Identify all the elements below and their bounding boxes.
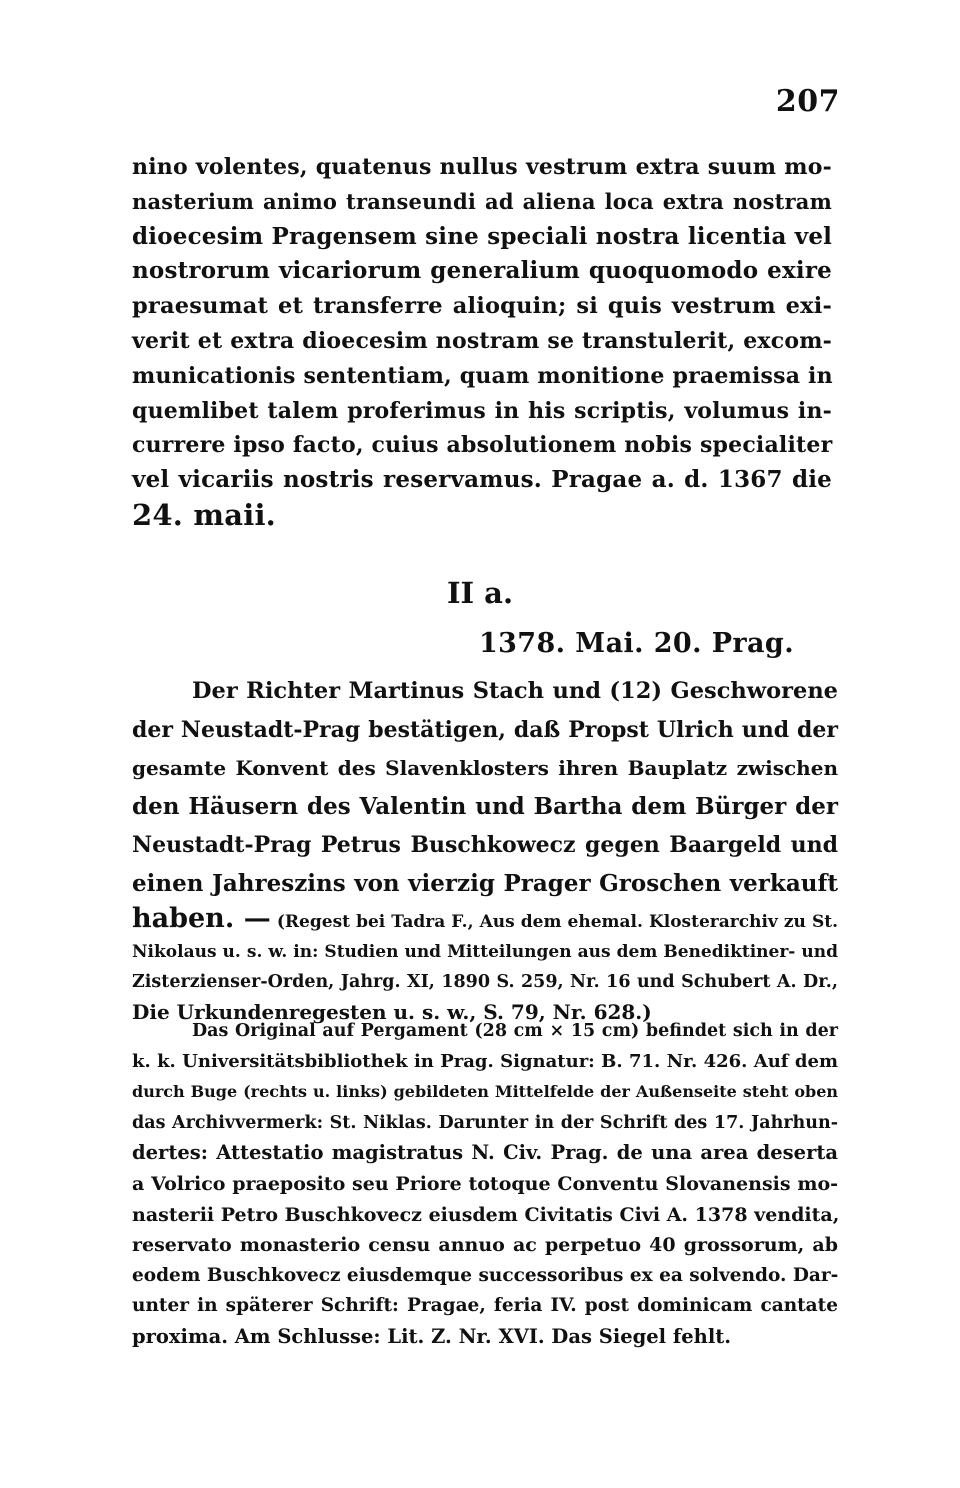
regest-reference-line <box>132 904 838 937</box>
footnote-line: Das Original auf Pergament (28 cm × 15 cm) befindet sich in der <box>192 1021 838 1041</box>
text-line: quemlibet talem proferimus in his scriptis, volumus in- <box>132 397 832 424</box>
regest-line: gesamte Konvent des Slavenklosters ihren Bauplatz zwischen <box>132 756 838 781</box>
text-line: 24. maii. <box>132 497 276 532</box>
footnote-line: durch Buge (rechts u. links) gebildeten Mittelfelde der Außenseite steht oben <box>132 1082 838 1102</box>
footnote-line: dertes: Attestatio magistratus N. Civ. Prag. de una area deserta <box>132 1141 838 1165</box>
regest-summary <box>132 672 838 1027</box>
footnote-line: a Volrico praeposito seu Priore totoque Conventu Slovanensis mo- <box>132 1172 838 1195</box>
footnote-line: eodem Buschkovecz eiusdemque successoribus ex ea solvendo. Dar- <box>132 1264 839 1286</box>
footnote-line: k. k. Universitätsbibliothek in Prag. Signatur: B. 71. Nr. 426. Auf dem <box>132 1050 838 1072</box>
regest-reference: (Regest bei Tadra F., Aus dem ehemal. Klosterarchiv zu St. <box>276 911 838 932</box>
regest-reference-line: Nikolaus u. s. w. in: Studien und Mitteilungen aus dem Benediktiner- und <box>132 941 838 962</box>
footnote-line: nasterii Petro Buschkovecz eiusdem Civitatis Civi A. 1378 vendita, <box>132 1203 840 1226</box>
archival-footnote <box>132 1016 838 1353</box>
regest-line: Der Richter Martinus Stach und (12) Geschworene <box>192 678 838 704</box>
regest-line: den Häusern des Valentin und Bartha dem Bürger der <box>132 792 838 820</box>
text-line: municationis sententiam, quam monitione praemissa in <box>132 362 833 389</box>
page-number: 207 <box>775 84 840 119</box>
text-line: nostrorum vicariorum generalium quoquomodo exire <box>132 257 832 285</box>
footnote-line: unter in späterer Schrift: Pragae, feria IV. post dominicam cantate <box>132 1295 838 1317</box>
footnote-line: reservato monasterio censu annuo ac perpetuo 40 grossorum, ab <box>132 1234 838 1257</box>
text-line: vel vicariis nostris reservamus. Pragae a. d. 1367 die <box>132 466 832 494</box>
regest-line: der Neustadt-Prag bestätigen, daß Propst Ulrich und der <box>132 716 838 743</box>
latin-charter-text <box>132 150 832 533</box>
regest-reference-line: Die Urkundenregesten u. s. w., S. 79, Nr. 628.) <box>132 999 652 1024</box>
document-dateline: 1378. Mai. 20. Prag. <box>478 628 794 659</box>
regest-line: einen Jahreszins von vierzig Prager Groschen verkauft <box>132 869 838 897</box>
regest-line: Neustadt-Prag Petrus Buschkowecz gegen Baargeld und <box>132 832 838 859</box>
text-line: currere ipso facto, cuius absolutionem nobis specialiter <box>132 432 833 459</box>
text-line: nino volentes, quatenus nullus vestrum extra suum mo- <box>132 154 832 180</box>
text-line: verit et extra dioecesim nostram se transtulerit, excom- <box>132 327 832 354</box>
regest-reference-line: Zisterzienser-Orden, Jahrg. XI, 1890 S. 259, Nr. 16 und Schubert A. Dr., <box>132 971 838 992</box>
section-heading: II a. <box>446 576 514 610</box>
footnote-line: proxima. Am Schlusse: Lit. Z. Nr. XVI. Das Siegel fehlt. <box>132 1324 732 1348</box>
text-line: praesumat et transferre alioquin; si quis vestrum exi- <box>132 293 832 320</box>
text-line: nasterium animo transeundi ad aliena loca extra nostram <box>132 188 832 214</box>
regest-last-words: haben. — <box>132 902 271 934</box>
text-line: dioecesim Pragensem sine speciali nostra licentia vel <box>132 222 833 250</box>
footnote-line: das Archivvermerk: St. Niklas. Darunter in der Schrift des 17. Jahrhun- <box>132 1112 838 1133</box>
